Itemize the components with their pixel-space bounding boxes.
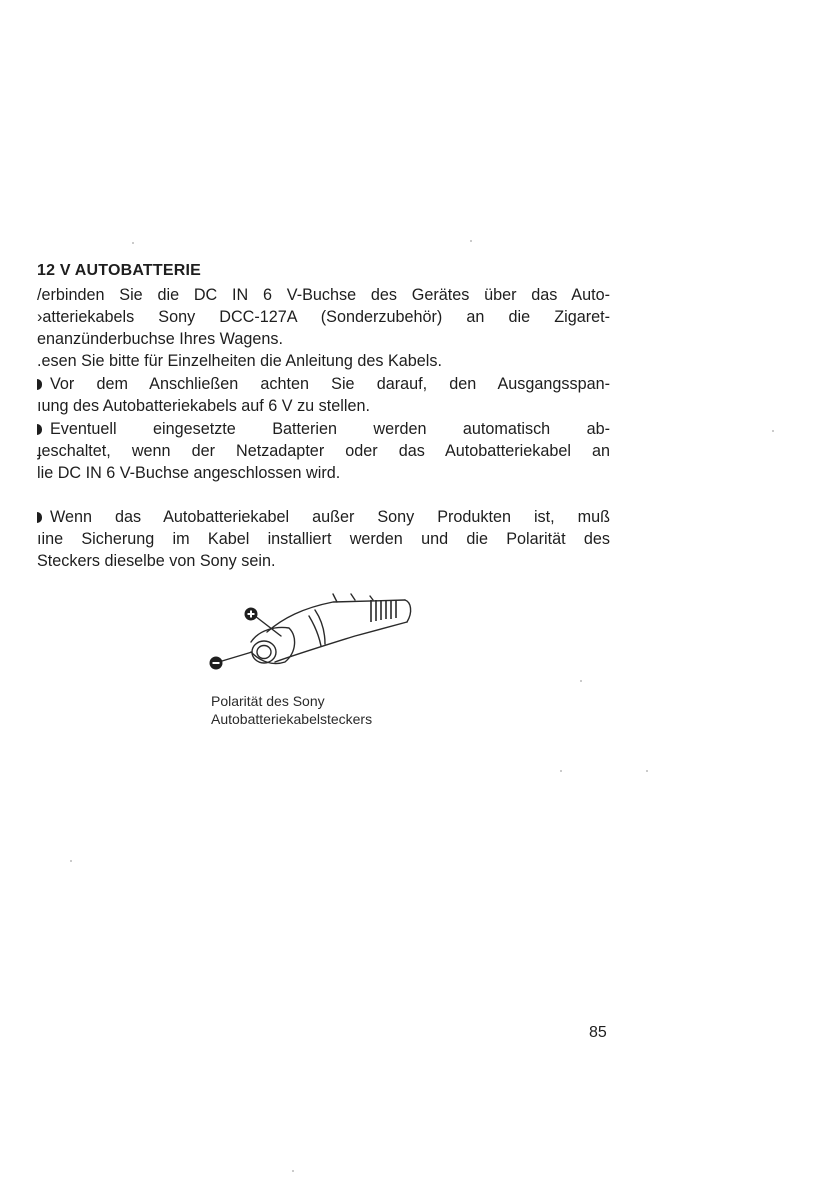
scan-speck xyxy=(580,680,582,682)
bullet-text: Wenn das Autobatteriekabel außer Sony Produkten ist, muß xyxy=(50,508,610,526)
scan-speck xyxy=(646,770,648,772)
bullet-item-fuse-polarity xyxy=(37,506,610,528)
bullet-icon xyxy=(37,379,42,390)
page-number: 85 xyxy=(589,1024,607,1041)
figure-caption-line: Autobatteriekabelsteckers xyxy=(211,711,373,727)
car-battery-plug-illustration xyxy=(205,592,425,682)
scan-speck xyxy=(470,240,472,242)
bullet-text: Vor dem Anschließen achten Sie darauf, den Ausgangsspan- xyxy=(50,375,610,393)
plug-cable xyxy=(405,600,411,622)
intro-line: ›atteriekabels Sony DCC-127A (Sonderzubehör) an die Zigaret- xyxy=(37,308,610,326)
bullet-continuation: lie DC IN 6 V-Buchse angeschlossen wird. xyxy=(37,464,341,482)
bullet-item-batteries-off xyxy=(37,418,610,440)
positive-terminal-icon xyxy=(245,608,258,621)
intro-line: /erbinden Sie die DC IN 6 V-Buchse des Gerätes über das Auto- xyxy=(37,286,610,304)
scan-speck xyxy=(132,242,134,244)
scan-speck xyxy=(70,860,72,862)
scan-speck xyxy=(292,1170,294,1172)
bullet-icon xyxy=(37,424,42,435)
bullet-continuation: ıine Sicherung im Kabel installiert werden und die Polarität des xyxy=(37,530,610,548)
positive-lead xyxy=(255,616,281,636)
bullet-continuation: ɟeschaltet, wenn der Netzadapter oder das Autobatteriekabel an xyxy=(37,442,610,460)
plug-tip-shaft xyxy=(251,628,295,664)
plug-grip-ring-inner xyxy=(315,610,325,644)
intro-line: .esen Sie bitte für Einzelheiten die Anleitung des Kabels. xyxy=(37,352,442,370)
bullet-continuation: Steckers dieselbe von Sony sein. xyxy=(37,552,276,570)
negative-lead xyxy=(222,652,252,661)
intro-line: enanzünderbuchse Ihres Wagens. xyxy=(37,330,283,348)
plug-tip-outer xyxy=(252,641,276,663)
figure-caption-line: Polarität des Sony xyxy=(211,693,325,709)
scan-speck xyxy=(560,770,562,772)
plug-tip-inner xyxy=(257,646,271,659)
bullet-icon xyxy=(37,512,42,523)
bullet-continuation: ıung des Autobatteriekabels auf 6 V zu stellen. xyxy=(37,397,370,415)
section-heading: 12 V AUTOBATTERIE xyxy=(37,262,202,279)
bullet-item-adjust-voltage xyxy=(37,373,610,395)
plug-grip-ring xyxy=(309,616,321,646)
bullet-text: Eventuell eingesetzte Batterien werden automatisch ab- xyxy=(50,420,610,438)
negative-terminal-icon xyxy=(210,657,223,670)
scan-speck xyxy=(772,430,774,432)
